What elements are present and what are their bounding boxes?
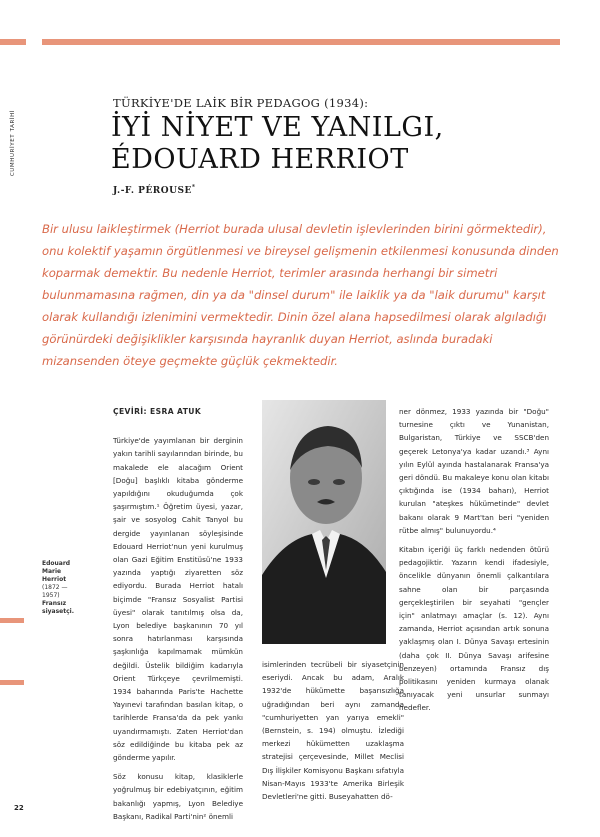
article-kicker: TÜRKİYE'DE LAİK BİR PEDAGOG (1934): bbox=[113, 96, 369, 110]
side-label-text: CUMHURİYET TARİHİ bbox=[10, 109, 16, 177]
section-side-label bbox=[8, 105, 18, 185]
abstract-text: Bir ulusu laikleştirmek (Herriot burada ulusal devletin işlevlerinden birini görmektedir), onu kolektif yaşamın örgütlenmesi ve bireysel gelişmenin etkilenmesi konusunda dinden koparmak demektir. Bu nedenle Herriot, terimler arasında herhangi bir simetri bulunmamasına rağmen, din ya da "dinsel durum" ile laiklik ya da "laik durumu" karşıt olarak kullandığı izlenimini vermektedir. Dinin özel alana hapsedilmesi olarak algıladığı görünürdeki değişiklikler karşısında hayranlık duyan Herriot, aslında buradaki mizansenden öteye geçmekte güçlük çekmektedir. bbox=[42, 222, 559, 368]
top-rule-long bbox=[42, 39, 560, 45]
author-name: J.-F. PÉROUSE bbox=[113, 186, 192, 196]
paragraph: isimlerinden tecrübeli bir siyasetçinin eseriydi. Ancak bu adam, Aralık 1932'de hükümette başarısızlığa uğradığından beri aynı zamanda "cumhuriyetten yan yarıya emekli" (Bernstein, s. 194) olmuştu. İzlediği merkezi hükümetten uzaklaşma stratejisi çerçevesinde, Millet Meclisi Dış İlişkiler Komisyonu Başkanı sıfatıyla Nisan-Mayıs 1933'te Amerika Birleşik Devletleri'ne gitti. Buseyahatten dö- bbox=[262, 660, 404, 802]
paragraph: Türkiye'de yayımlanan bir derginin yakın tarihli sayılarından birinde, bu makalede ele alacağım Orient [Doğu] başlıklı kitaba gönderme yapıldığını okuduğumda çok şaşırmıştım.¹ Öğretim üyesi, yazar, şair ve sosyolog Cahit Tanyol bu dergide yayınlanan söyleşisinde Edouard Herriot'nun yeni kurulmuş olan Gazi Eğitim Enstitüsü'ne 1933 yazında yaptığı ziyaretten söz ediyordu. Burada Herriot hatalı biçimde "Fransız Sosyalist Partisi üyesi" olarak tanıtılmış olsa da, Lyon belediye başkanının 70 yıl sonra hatırlanması karşısında şaşkınlığa kapılmamak mümkün değildi. Üstelik bildiğim kadarıyla Orient Türkçeye çevrilmemişti. 1934 baharında Paris'te Hachette Yayınevi tarafından basılan kitap, o tarihlerde Fransa'da da pek yankı uyandırmamıştı. Zaten Herriot'dan söz edildiğinde bu kitaba pek az gönderme yapılır. bbox=[113, 436, 243, 763]
article-author bbox=[113, 184, 195, 196]
paragraph: ner dönmez, 1933 yazında bir "Doğu" turnesine çıktı ve Yunanistan, Bulgaristan, Türkiye ve SSCB'den geçerek Letonya'ya kadar uzandı.³ Aynı yılın Eylül ayında hastalanarak Fransa'ya geri döndü. Bu makaleye konu olan kitabı çıktığında ise (1934 baharı), Herriot kurulan "ateşkes hükümetinde" devlet bakanı olarak 9 Mart'tan beri "yeniden rütbe almış" bulunuyordu.⁴ bbox=[399, 407, 549, 535]
translator-credit: ÇEVİRİ: ESRA ATUK bbox=[113, 407, 202, 416]
title-line-2: ÉDOUARD HERRIOT bbox=[111, 144, 409, 175]
column-middle bbox=[262, 658, 404, 809]
title-line-1: İYİ NİYET VE YANILGI, bbox=[111, 112, 444, 143]
caption-dates: (1872 — 1957) bbox=[42, 584, 68, 599]
caption-name: Edouard Marie Herriot bbox=[42, 560, 71, 583]
photo-caption bbox=[42, 560, 82, 616]
top-rule-short bbox=[0, 39, 26, 45]
left-margin-rule bbox=[0, 618, 24, 623]
abstract bbox=[42, 218, 560, 372]
portrait-photo bbox=[262, 400, 386, 644]
paragraph: Kitabın içeriği üç farklı nedenden ötürü pedagojiktir. Yazarın kendi ifadesiyle, öncelikle dünyanın önemli çalkantılara sahne olan bir parçasında gerçekleştirilen bir seyahati "gençler için" anlatmayı amaçlar (s. 12). Aynı zamanda, Herriot açısından artık sonuna yaklaşmış olan I. Dünya Savaşı ertesinin (daha çok II. Dünya Savaşı arifesine benzeyen) ortamında Fransız dış politikasını yeniden kurmaya olanak tanıyacak yeni unsurlar sunmayı hedefler. bbox=[399, 545, 549, 713]
portrait-illustration bbox=[262, 400, 386, 644]
caption-role: Fransız siyasetçi. bbox=[42, 600, 74, 615]
column-right bbox=[399, 405, 549, 721]
column-left bbox=[113, 405, 243, 829]
author-footnote-mark: * bbox=[191, 184, 196, 191]
article-title bbox=[111, 112, 444, 176]
paragraph: Söz konusu kitap, klasiklerle yoğrulmuş bir edebiyatçının, eğitim bakanlığı yapmış, Lyon Belediye Başkanı, Radikal Parti'nin² önemli bbox=[113, 772, 243, 821]
page-number: 22 bbox=[14, 804, 24, 812]
left-margin-rule-2 bbox=[0, 680, 24, 685]
